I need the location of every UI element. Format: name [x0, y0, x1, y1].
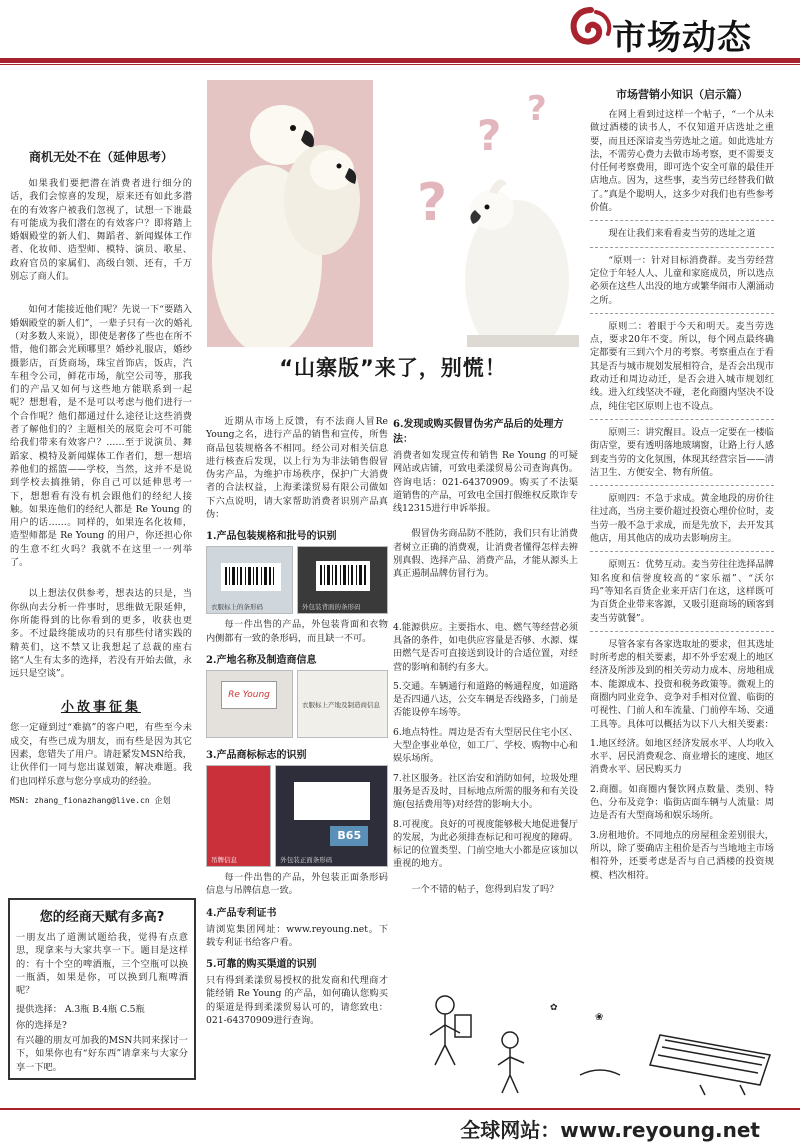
article-title: 商机无处不在（延伸思考） — [28, 150, 173, 164]
msn-contact: MSN: zhang_fionazhang@live.cn 企划 — [10, 795, 171, 805]
list-item: 7.社区服务。社区治安和消防如何，垃圾处理服务是否及时，目标地点所需的服务和有关设施(包括费用等)对经营的影响大小。 — [393, 772, 578, 811]
header-rule-thin — [0, 64, 800, 65]
section-heading-4: 4.产品专利证书 — [206, 907, 277, 919]
principle: 原则五：优势互动。麦当劳往往选择品牌知名度和信誉度较高的“家乐福”、“沃尔玛”等知名百货企业来开店门在这，这样既可为百货企业带来客源，又吸引逛商场的顾客到麦当劳就餐”。 — [590, 559, 774, 624]
intro-text: 近期从市场上反馈，有不法商人冒Re Young之名，进行产品的销售和宣传，所售商品包装规格各不相同。经公司对相关信息进行核查后发现，以上行为为非法销售假冒伪劣产品，为维护市场秩序，保护广大消费者的合法权益，上海柔漾贸易有限公司做如下六点说明，请大家帮助消费者识别产品真伪： — [206, 416, 388, 521]
paragraph: 以上想法仅供参考，想表达的只是，当你纵向去分析一件事时，思维做无限延伸，你所能得到的比你看到的更多，收获也更多。不过最终能成功的只有那些付诸实践的精英们，这不禁又让我想起了总裁的座右铭“人生有太多的选择，若没有开始去做，永远只是空谈”。 — [10, 588, 192, 680]
package-barcode-photo — [297, 546, 388, 614]
barcode-icon — [221, 563, 281, 591]
footer-website: 全球网站：www.reyoung.net — [460, 1118, 760, 1142]
paragraph: 尽管各家有各家选取址的要求，但其选址时所考虑的相关要素，却不外乎宏观上的地区经济及所涉及到的相关劳动力成本、房地租成本、能源成本、投资和税务政策等。微观上的商圈内同业竞争、竞争对手相对位置、临街的可视性、门前人和车流量、门前停车场、交通工具等。具体可以概括为以下八大相关要素： — [590, 638, 774, 730]
list-item: 8.可视度。良好的可视度能够极大地促进餐厅的发展，为此必须排查标记和可视度的障碍。标记的位置类型、门前空地大小都是应该加以重视的地方。 — [393, 818, 578, 870]
column-left — [10, 120, 192, 813]
marketing-title: 市场营销小知识（启示篇） — [616, 88, 748, 101]
section-heading-2: 2.产地名称及制造商信息 — [206, 654, 317, 666]
principle: 原则二：着眼于今天和明天。麦当劳选点，要求20年不变。所以，每个网点最终确定都要有三到六个月的考察。考察重点在于看其是否与城市规划发展相符合，是否会出现市政动迁和周边动迁，是否会进入城市规划红线。进入红线坚决不碰，老化商圈内坚决不设点，纯住宅区原则上也不设点。 — [590, 320, 774, 412]
svg-text:❀: ❀ — [595, 1012, 604, 1023]
paragraph: 在网上看到过这样一个帖子，“一个从未做过酒楼的读书人，不仅知道开店选址之重要，而且还深谙麦当劳选址之道。如此选址方法，不需劳心费力去做市场考察，更不需要支付任何考察费用，即可选个安全可靠的最佳开店地点。因为，这些事，麦当劳已经替我们做了。”真是个聪明人，这多少对我们也有些参考价值。 — [590, 109, 774, 214]
section-text-6-more: 假冒伪劣商品防不胜防，我们只有让消费者树立正确的消费观，让消费者懂得怎样去辨别真假、选择产品、消费产品，才能从源头上真正遏制品牌仿冒行为。 — [393, 528, 578, 580]
origin-label-photo: Re Young — [206, 670, 293, 738]
svg-text:?: ? — [527, 89, 547, 129]
test-options: 提供选择： A.3瓶 B.4瓶 C.5瓶 — [16, 1004, 145, 1016]
hero-image — [207, 80, 579, 347]
header-rule — [0, 58, 800, 63]
section-text-1: 每一件出售的产品，外包装背面和衣物内侧都有一致的条形码，而且缺一不可。 — [206, 619, 388, 644]
section-heading-5: 5.可靠的购买渠道的识别 — [206, 959, 317, 971]
svg-text:?: ? — [417, 173, 448, 233]
principle: 原则三：讲究醒目。设点一定要在一楼临街店堂，要有透明落地玻璃窗，让路上行人感到麦当劳的文化氛围，体现其经营宗旨——清洁卫生、方便安全、物有所值。 — [590, 426, 774, 478]
footer-rule — [0, 1108, 800, 1110]
test-text: 一朋友出了道测试题给我，觉得有点意思，现拿来与大家共享一下。题目是这样的：有十个空的啤酒瓶，三个空瓶可以换一瓶酒，如果是你，可以换到几瓶啤酒呢？ — [16, 932, 188, 997]
section-text-4: 请浏览集团网址：www.reyoung.net。下载专利证书给客户看。 — [206, 923, 388, 948]
svg-text:✿: ✿ — [550, 1003, 558, 1013]
svg-text:?: ? — [477, 111, 502, 160]
principle: 原则四：不急于求成。黄金地段的房价往往过高，当房主要价超过投资心理价位时，麦当劳一般不急于求成，而是先放下，去开发其他店，用其他店的成功去影响房主。 — [590, 493, 774, 545]
paragraph: 现在让我们来看看麦当劳的选址之道 — [608, 228, 756, 240]
section-text-6: 消费者如发现宣传和销售 Re Young 的可疑网站或店铺，可致电柔漾贸易公司查询真伪。咨询电话：021-64370909。购买了不法渠道销售的产品，可致电全国打假维权反欺诈专线12315进行申诉举报。 — [393, 450, 578, 515]
photo-caption: 外包装背面的条形码 — [302, 603, 361, 612]
business-talent-test — [8, 898, 196, 1080]
section-heading-3: 3.产品商标标志的识别 — [206, 749, 307, 761]
story-collect-title: 小故事征集 — [60, 700, 141, 716]
section-text-3: 每一件出售的产品，外包装正面条形码信息与吊牌信息一致。 — [206, 871, 388, 897]
story-collect-text: 您一定碰到过“难搞”的客户吧，有些至今未成交，有些已成为朋友，而有些是因为其它因素，您错失了用户。请赶紧发MSN给我，让伙伴们一同与您出谋划策，解决难题。我们也同样乐意与您分享成功的经验。 — [10, 722, 192, 787]
factor-item: 1.地区经济。如地区经济发展水平、人均收入水平、居民消费观念、商业增长的速度、地区消费水平、居民购买力 — [590, 737, 774, 776]
section-heading-6: 6.发现或购买假冒伪劣产品后的处理方法： — [393, 419, 564, 445]
column-middle-left — [206, 415, 388, 1033]
list-item: 6.地点特性。周边是否有大型居民住宅小区、大型企事业单位，如工厂、学校、购物中心和娱乐场所。 — [393, 726, 578, 765]
test-question: 你的选择是? — [16, 1019, 67, 1031]
factor-item: 2.商圈。如商圈内餐饮网点数量、类别、特色、分布及竞争：临街店面车辆与人流量：周边是否有大型商场和娱乐场所。 — [590, 783, 774, 822]
front-barcode-photo: B65 外包装正面条形码 — [275, 765, 388, 867]
test-end: 有兴趣的朋友可加我的MSN共同来探讨一下，如果你也有“好东西”请拿来与大家分享一下吧。 — [16, 1035, 188, 1073]
cartoon-illustration — [400, 985, 790, 1100]
principle: “原则一：针对目标消费群。麦当劳经营定位于年轻人人、儿童和家庭成员，所以选点必须在这些人出没的地方或繁华闹市人潮涌动之所。 — [590, 254, 774, 306]
list-item: 4.能源供应。主要指水、电、燃气等经营必须具备的条件，如电供应容量是否够、水源、煤田燃气是否可直接送到设计的合适位置，对经营的影响和制约有多大。 — [393, 621, 578, 673]
photo-caption: 衣服标上产地及制造商信息 — [302, 700, 381, 709]
column-right — [590, 80, 774, 888]
list-item: 5.交通。车辆通行和道路的畅通程度，如道路是否四通八达，公交车辆是否线路多，门前是否能设停车场等。 — [393, 680, 578, 719]
paragraph: 如果我们要把潜在消费者进行细分的话，我们会惊喜的发现，原来还有如此多潜在的有效客户被我们忽视了，试想一下谁最有可能成为我们潜在的有效客户？即将踏上婚姻殿堂的新人们、舞蹈者、新闻媒体工作者、化妆师、造型师、模特、演员、歌星、政府官员的家属们、高级白领、还有，千万别忘了商人们。 — [10, 178, 192, 283]
hang-tag-photo — [206, 765, 271, 867]
photo-caption: 衣服标上的条形码 — [211, 603, 263, 612]
origin-info-photo — [297, 670, 388, 738]
photo-caption: 吊牌信息 — [211, 855, 237, 864]
factor-item: 3.房租地价。不同地点的房屋租金差别很大，所以，除了要确店主租价是否与当地地主市场相符外，还要考虑是否与自己酒楼的投资规模、档次相符。 — [590, 829, 774, 881]
column-middle-right — [393, 415, 578, 902]
swirl-logo-icon — [566, 4, 616, 54]
photo-caption: 外包装正面条形码 — [280, 855, 333, 864]
barcode-label-photo — [206, 546, 293, 614]
test-title: 您的经商天赋有多高? — [39, 910, 165, 925]
barcode-icon — [316, 561, 370, 591]
section-text-5: 只有得到柔漾贸易授权的批发商和代理商才能经销 Re Young 的产品，如何确认您购买的渠道是得到柔漾贸易认可的，请您致电：021-64370909进行查询。 — [206, 975, 388, 1027]
section-heading-1: 1.产品包装规格和批号的识别 — [206, 531, 337, 543]
section-title: 市场动态 — [612, 18, 752, 58]
headline: “山寨版”来了，别慌！ — [279, 356, 507, 380]
paragraph: 如何才能接近他们呢？先说一下“要踏入婚姻殿堂的新人们”，一辈子只有一次的婚礼（对多数人来说），即使是奢侈了些也在所不惜，他们都会光顾哪里？婚纱礼服店，婚纱摄影店，百货商场，珠宝首饰店，饭店，汽车租令公司，鲜花市场，航空公司等，那我们的产品又如何与这些地方能联系到一起呢？想想看，是不是可以考虑与他们进行一个合作呢？他们都通过什么途径让这些消费者了解他们的？主题相关的展览会可不可能给我们带来有效客户？……至于说演员、舞蹈家、模特及新闻媒体工作者们，想一想培养他们的摇篮——学校，当然，这并不是说到学校去搞推销，你自己可以延伸思考一下，想想看有没有机会跟他们的经纪人接触。如果连他们的经纪人都是 Re Young 的用户的话……。同样的，如果连名化妆师，造型师都是 Re Young 的用户，你还担心你的生意不红火吗？我就不在这里一一列举了。 — [10, 304, 192, 569]
closing-line: 一个不错的帖子，您得到启发了吗？ — [411, 883, 559, 895]
